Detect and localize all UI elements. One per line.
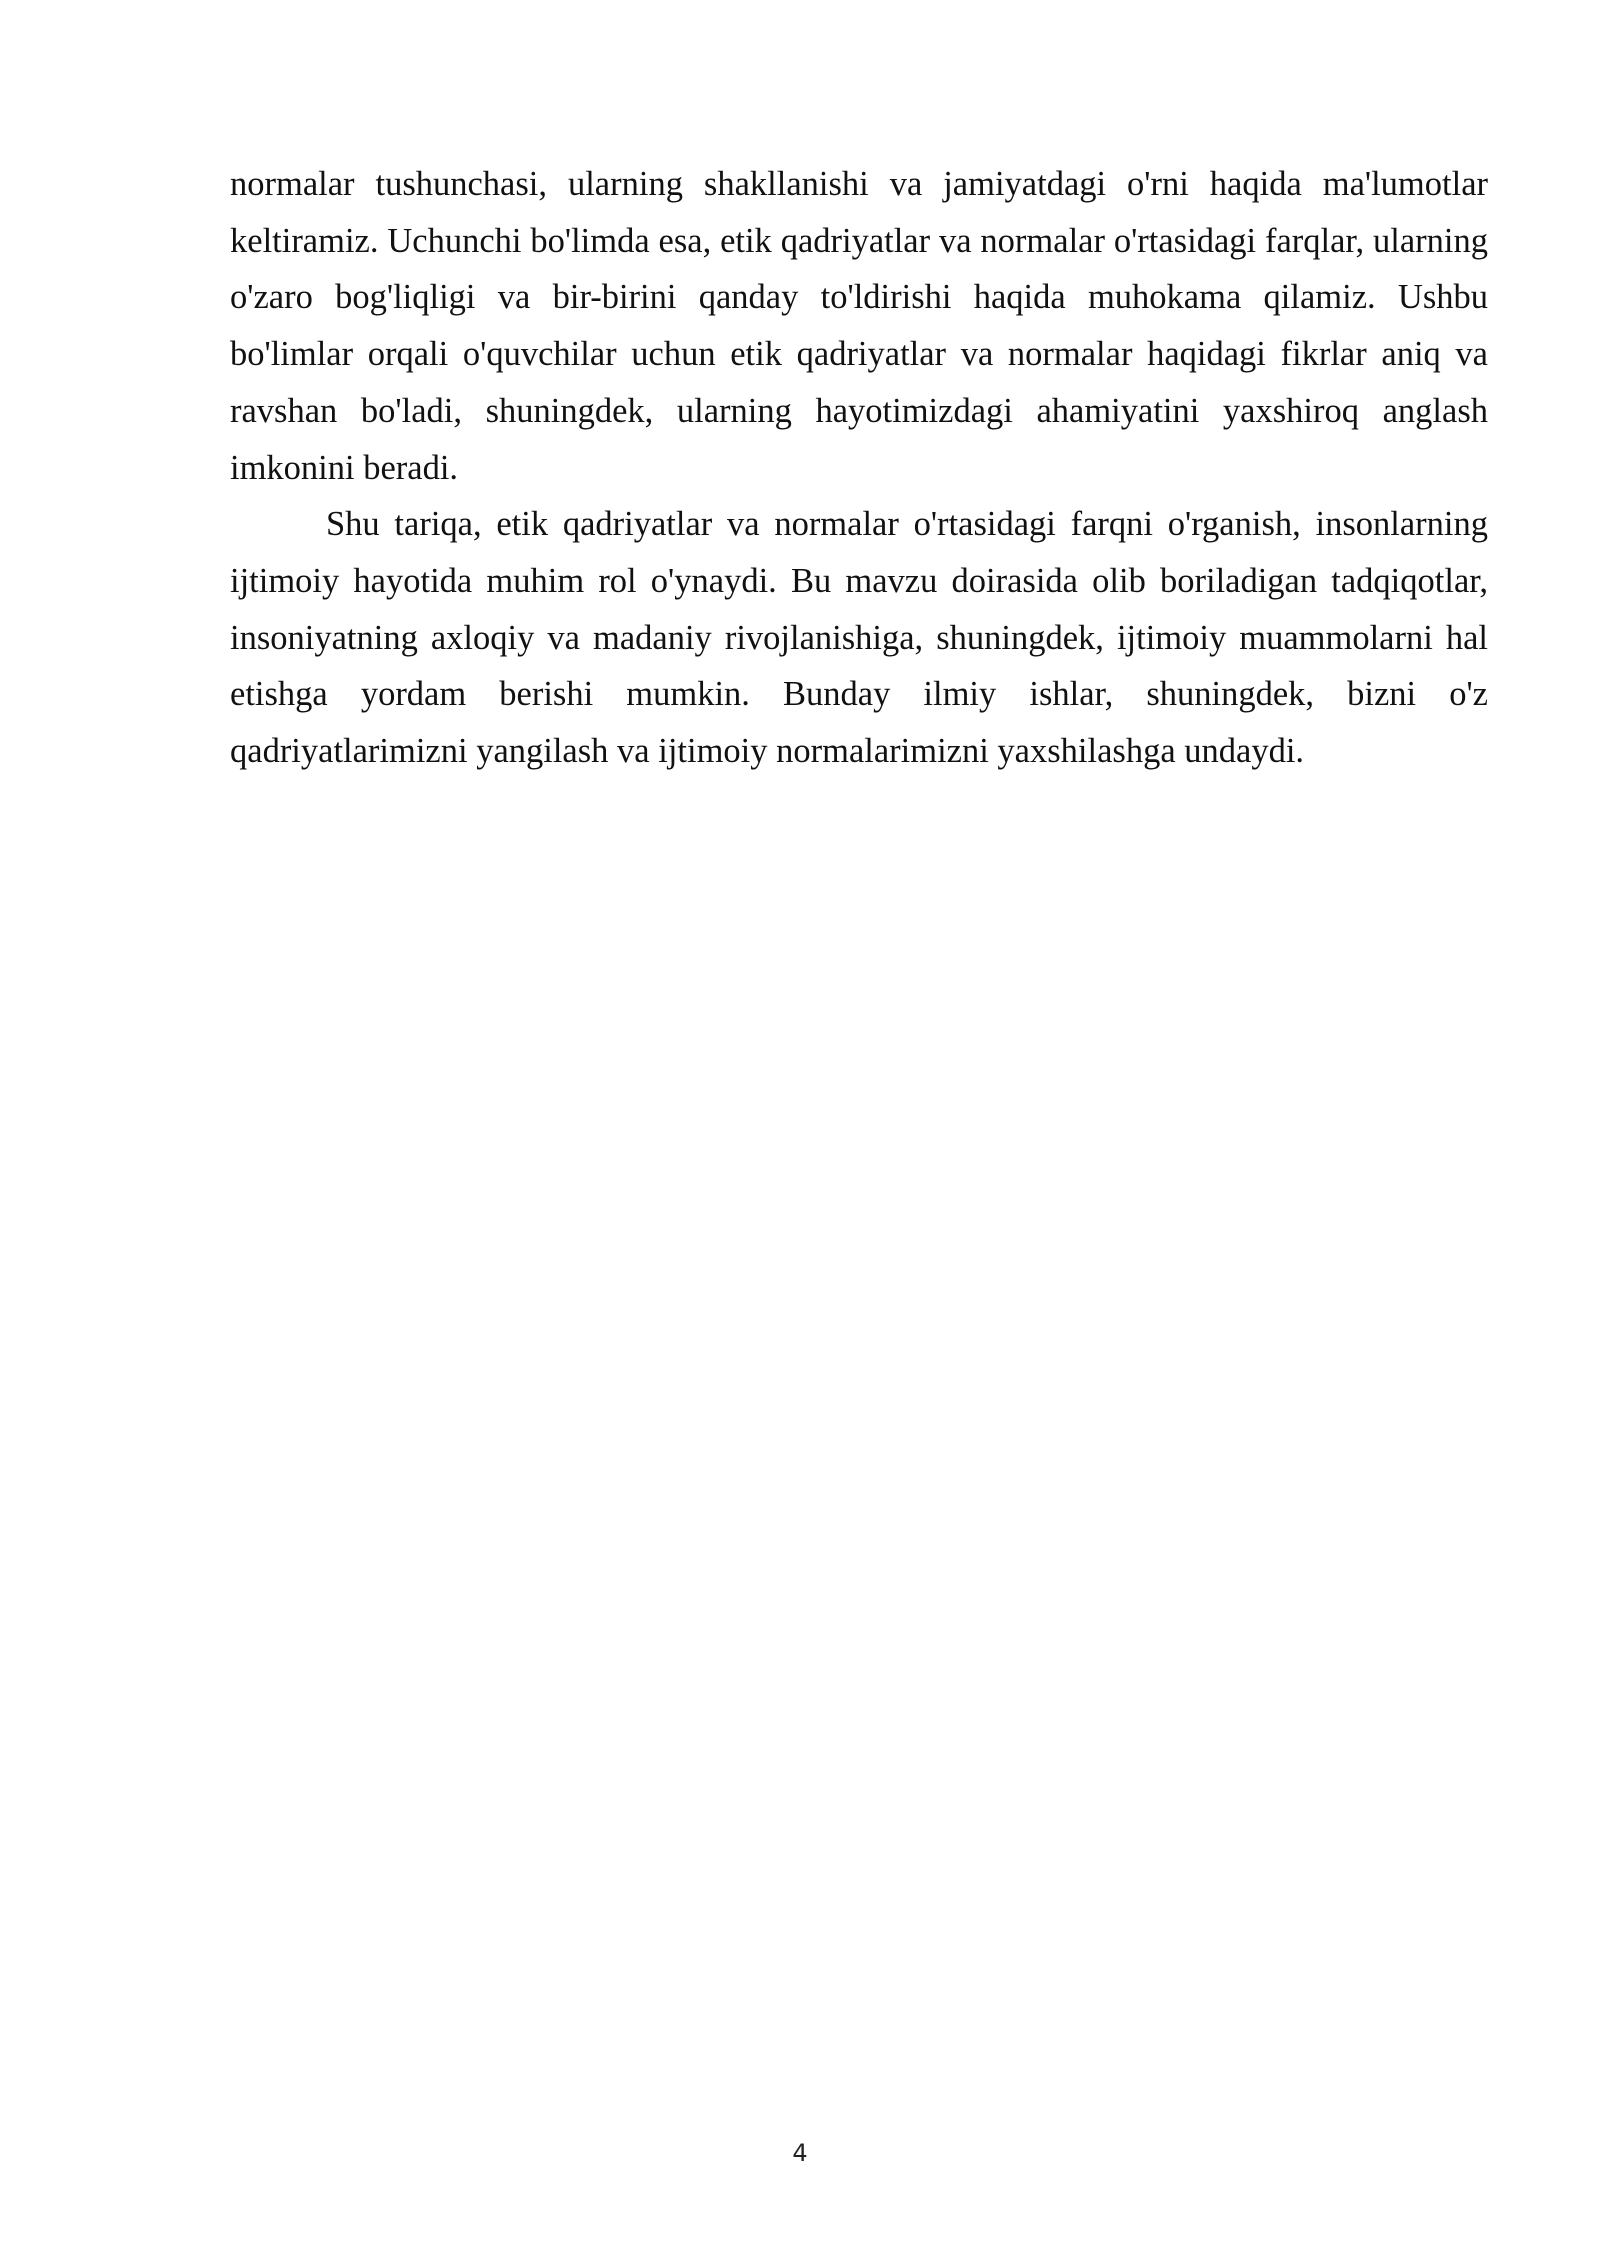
paragraph-1: normalar tushunchasi, ularning shakllanishi va jamiyatdagi o'rni haqida ma'lumotlar keltiramiz. Uchunchi bo'limda esa, etik qadriyatlar va normalar o'rtasidagi farqlar, ularning o'zaro bog'liqligi va bir-birini qanday to'ldirishi haqida muhokama qilamiz. Ushbu bo'limlar orqali o'quvchilar uchun etik qadriyatlar va normalar haqidagi fikrlar aniq va ravshan bo'ladi, shuningdek, ularning hayotimizdagi ahamiyatini yaxshiroq anglash imkonini beradi. <box>230 165 1488 487</box>
body-text <box>230 156 1488 780</box>
paragraph-2: Shu tariqa, etik qadriyatlar va normalar o'rtasidagi farqni o'rganish, insonlarning ijtimoiy hayotida muhim rol o'ynaydi. Bu mavzu doirasida olib boriladigan tadqiqotlar, insoniyatning axloqiy va madaniy rivojlanishiga, shuningdek, ijtimoiy muammolarni hal etishga yordam berishi mumkin. Bunday ilmiy ishlar, shuningdek, bizni o'z qadriyatlarimizni yangilash va ijtimoiy normalarimizni yaxshilashga undaydi. <box>230 505 1488 771</box>
page-number: 4 <box>792 2139 808 2167</box>
